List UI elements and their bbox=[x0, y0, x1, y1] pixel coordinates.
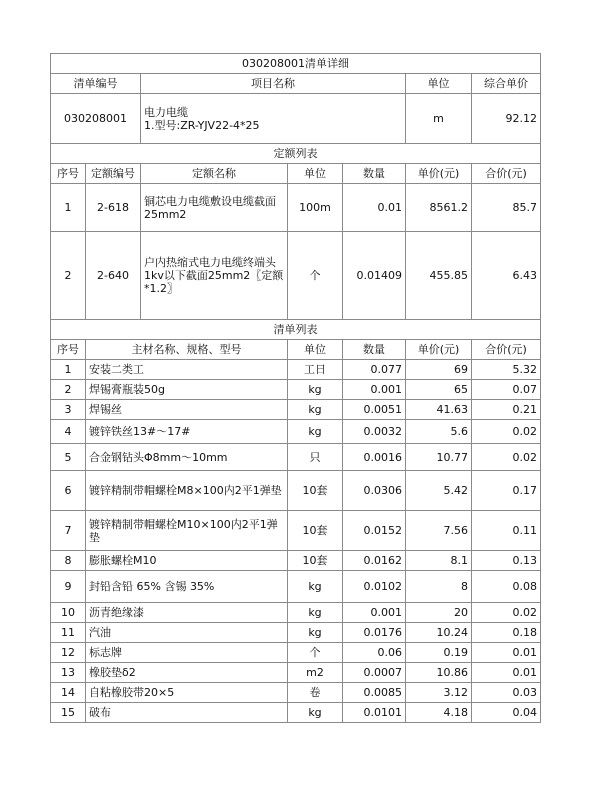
material-unit: kg bbox=[288, 380, 343, 400]
material-qty: 0.0085 bbox=[343, 683, 406, 703]
table-row bbox=[51, 603, 541, 623]
quota-price: 455.85 bbox=[406, 232, 472, 320]
table-row bbox=[51, 420, 541, 444]
material-unit: kg bbox=[288, 420, 343, 444]
material-price: 4.18 bbox=[406, 703, 472, 723]
material-name: 标志牌 bbox=[86, 643, 288, 663]
material-unit: kg bbox=[288, 703, 343, 723]
material-price: 10.24 bbox=[406, 623, 472, 643]
material-name: 安装二类工 bbox=[86, 360, 288, 380]
material-total: 0.02 bbox=[472, 444, 541, 471]
table-title: 030208001清单详细 bbox=[51, 54, 541, 74]
material-no: 12 bbox=[51, 643, 86, 663]
material-total: 0.07 bbox=[472, 380, 541, 400]
material-no: 8 bbox=[51, 551, 86, 571]
material-total: 0.03 bbox=[472, 683, 541, 703]
table-row bbox=[51, 471, 541, 511]
material-price: 5.42 bbox=[406, 471, 472, 511]
material-no: 7 bbox=[51, 511, 86, 551]
material-name: 镀锌精制带帽螺栓M10×100内2平1弹垫 bbox=[86, 511, 288, 551]
header-unit: 单位 bbox=[406, 74, 472, 94]
quota-total: 6.43 bbox=[472, 232, 541, 320]
material-name: 合金钢钻头Φ8mm～10mm bbox=[86, 444, 288, 471]
material-unit: 10套 bbox=[288, 551, 343, 571]
material-header-no: 序号 bbox=[51, 340, 86, 360]
material-price: 20 bbox=[406, 603, 472, 623]
material-no: 11 bbox=[51, 623, 86, 643]
material-unit: 只 bbox=[288, 444, 343, 471]
quota-header-total: 合价(元) bbox=[472, 164, 541, 184]
table-row bbox=[51, 663, 541, 683]
quota-header-unit: 单位 bbox=[288, 164, 343, 184]
material-qty: 0.0007 bbox=[343, 663, 406, 683]
quota-no: 2 bbox=[51, 232, 86, 320]
material-header-name: 主材名称、规格、型号 bbox=[86, 340, 288, 360]
material-total: 0.21 bbox=[472, 400, 541, 420]
material-qty: 0.001 bbox=[343, 380, 406, 400]
material-total: 0.08 bbox=[472, 571, 541, 603]
header-name: 项目名称 bbox=[141, 74, 406, 94]
material-qty: 0.077 bbox=[343, 360, 406, 380]
material-price: 7.56 bbox=[406, 511, 472, 551]
material-name: 镀锌精制带帽螺栓M8×100内2平1弹垫 bbox=[86, 471, 288, 511]
material-no: 1 bbox=[51, 360, 86, 380]
material-total: 0.04 bbox=[472, 703, 541, 723]
table-row bbox=[51, 571, 541, 603]
item-code: 030208001 bbox=[51, 94, 141, 144]
material-total: 5.32 bbox=[472, 360, 541, 380]
table-row bbox=[51, 184, 541, 232]
table-row bbox=[51, 444, 541, 471]
material-qty: 0.0152 bbox=[343, 511, 406, 551]
quota-price: 8561.2 bbox=[406, 184, 472, 232]
item-unit: m bbox=[406, 94, 472, 144]
material-qty: 0.0176 bbox=[343, 623, 406, 643]
table-row bbox=[51, 360, 541, 380]
material-unit: 个 bbox=[288, 643, 343, 663]
material-name: 橡胶垫δ2 bbox=[86, 663, 288, 683]
material-qty: 0.0101 bbox=[343, 703, 406, 723]
material-name: 自粘橡胶带20×5 bbox=[86, 683, 288, 703]
table-row bbox=[51, 551, 541, 571]
material-qty: 0.0051 bbox=[343, 400, 406, 420]
material-name: 沥青绝缘漆 bbox=[86, 603, 288, 623]
material-unit: 10套 bbox=[288, 511, 343, 551]
quota-header-qty: 数量 bbox=[343, 164, 406, 184]
material-price: 8.1 bbox=[406, 551, 472, 571]
item-name-line2: 1.型号:ZR-YJV22-4*25 bbox=[144, 118, 260, 132]
material-name: 焊锡丝 bbox=[86, 400, 288, 420]
material-unit: kg bbox=[288, 623, 343, 643]
table-row bbox=[51, 400, 541, 420]
material-qty: 0.0162 bbox=[343, 551, 406, 571]
quota-unit: 100m bbox=[288, 184, 343, 232]
material-unit: kg bbox=[288, 603, 343, 623]
material-no: 13 bbox=[51, 663, 86, 683]
table-row bbox=[51, 232, 541, 320]
quota-name: 户内热缩式电力电缆终端头1kv以下截面25mm2〖定额*1.2〗 bbox=[141, 232, 288, 320]
material-no: 3 bbox=[51, 400, 86, 420]
quota-qty: 0.01409 bbox=[343, 232, 406, 320]
header-price: 综合单价 bbox=[472, 74, 541, 94]
quota-header-price: 单价(元) bbox=[406, 164, 472, 184]
material-price: 10.77 bbox=[406, 444, 472, 471]
material-unit: 卷 bbox=[288, 683, 343, 703]
material-price: 0.19 bbox=[406, 643, 472, 663]
material-name: 镀锌铁丝13#～17# bbox=[86, 420, 288, 444]
material-name: 封铅含铅 65% 含锡 35% bbox=[86, 571, 288, 603]
table-row bbox=[51, 511, 541, 551]
material-total: 0.11 bbox=[472, 511, 541, 551]
material-total: 0.18 bbox=[472, 623, 541, 643]
material-no: 15 bbox=[51, 703, 86, 723]
bill-detail-table bbox=[50, 53, 541, 723]
material-total: 0.02 bbox=[472, 603, 541, 623]
material-price: 41.63 bbox=[406, 400, 472, 420]
material-total: 0.02 bbox=[472, 420, 541, 444]
material-name: 破布 bbox=[86, 703, 288, 723]
material-header-price: 单价(元) bbox=[406, 340, 472, 360]
material-no: 10 bbox=[51, 603, 86, 623]
quota-code: 2-618 bbox=[86, 184, 141, 232]
material-header-unit: 单位 bbox=[288, 340, 343, 360]
item-name bbox=[141, 94, 406, 144]
material-total: 0.01 bbox=[472, 663, 541, 683]
material-qty: 0.0102 bbox=[343, 571, 406, 603]
material-no: 2 bbox=[51, 380, 86, 400]
material-qty: 0.0306 bbox=[343, 471, 406, 511]
quota-total: 85.7 bbox=[472, 184, 541, 232]
header-code: 清单编号 bbox=[51, 74, 141, 94]
material-name: 焊锡膏瓶装50g bbox=[86, 380, 288, 400]
quota-header-code: 定额编号 bbox=[86, 164, 141, 184]
quota-code: 2-640 bbox=[86, 232, 141, 320]
material-no: 14 bbox=[51, 683, 86, 703]
quota-unit: 个 bbox=[288, 232, 343, 320]
material-total: 0.01 bbox=[472, 643, 541, 663]
material-name: 汽油 bbox=[86, 623, 288, 643]
material-unit: kg bbox=[288, 571, 343, 603]
material-no: 6 bbox=[51, 471, 86, 511]
item-name-line1: 电力电缆 bbox=[144, 105, 188, 119]
material-section-title: 清单列表 bbox=[51, 320, 541, 340]
material-price: 5.6 bbox=[406, 420, 472, 444]
table-row bbox=[51, 643, 541, 663]
quota-qty: 0.01 bbox=[343, 184, 406, 232]
material-qty: 0.0016 bbox=[343, 444, 406, 471]
material-price: 69 bbox=[406, 360, 472, 380]
material-no: 9 bbox=[51, 571, 86, 603]
material-total: 0.13 bbox=[472, 551, 541, 571]
material-price: 65 bbox=[406, 380, 472, 400]
quota-section-title: 定额列表 bbox=[51, 144, 541, 164]
quota-header-name: 定额名称 bbox=[141, 164, 288, 184]
material-unit: 工日 bbox=[288, 360, 343, 380]
material-name: 膨胀螺栓M10 bbox=[86, 551, 288, 571]
table-row bbox=[51, 623, 541, 643]
material-no: 5 bbox=[51, 444, 86, 471]
table-row bbox=[51, 683, 541, 703]
material-header-total: 合价(元) bbox=[472, 340, 541, 360]
table-row bbox=[51, 703, 541, 723]
item-price: 92.12 bbox=[472, 94, 541, 144]
material-price: 3.12 bbox=[406, 683, 472, 703]
material-qty: 0.001 bbox=[343, 603, 406, 623]
material-unit: m2 bbox=[288, 663, 343, 683]
material-price: 8 bbox=[406, 571, 472, 603]
material-price: 10.86 bbox=[406, 663, 472, 683]
material-qty: 0.0032 bbox=[343, 420, 406, 444]
material-total: 0.17 bbox=[472, 471, 541, 511]
material-unit: kg bbox=[288, 400, 343, 420]
quota-no: 1 bbox=[51, 184, 86, 232]
quota-name: 铜芯电力电缆敷设电缆截面25mm2 bbox=[141, 184, 288, 232]
material-header-qty: 数量 bbox=[343, 340, 406, 360]
quota-header-no: 序号 bbox=[51, 164, 86, 184]
material-qty: 0.06 bbox=[343, 643, 406, 663]
material-unit: 10套 bbox=[288, 471, 343, 511]
table-row bbox=[51, 380, 541, 400]
material-no: 4 bbox=[51, 420, 86, 444]
